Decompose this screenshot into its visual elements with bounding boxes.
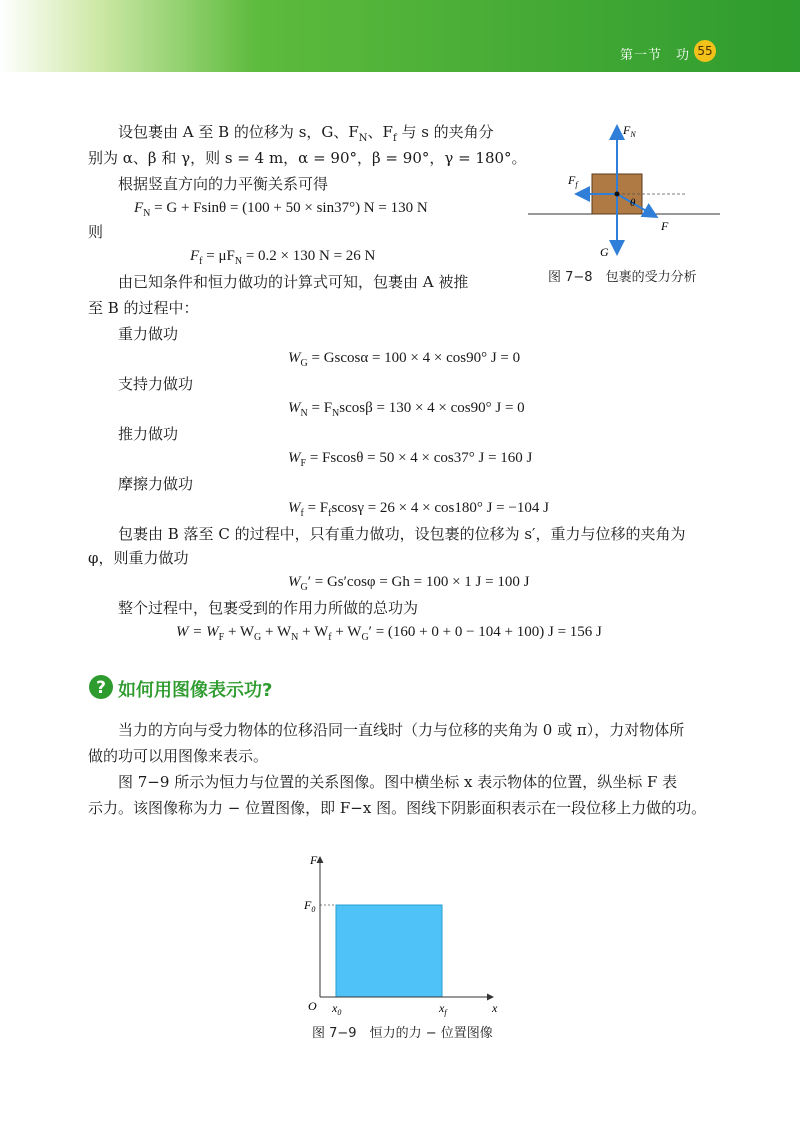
svg-text:FN: $F_N$ xyxy=(623,123,636,139)
svg-text:xf: $x_f$ xyxy=(439,1001,447,1017)
section-line-3: 图 7−9 所示为恒力与位置的关系图像。图中横坐标 x 表示物体的位置，纵坐标 F 表 xyxy=(118,773,678,791)
equation-ff: $F_f = \mu F_N = 0.2 \times 130$ N = 26 N xyxy=(190,248,376,267)
then-word: 则 xyxy=(88,223,104,241)
section-heading: 第一节 功 xyxy=(619,48,690,63)
svg-text:F: F xyxy=(661,219,669,233)
para-line-7: φ，则重力做功 xyxy=(88,549,189,567)
para-line-5: 至 B 的过程中： xyxy=(88,299,199,317)
equation-wn: $W_N = F_Nscos\beta = 130 \times 4 \times \cos 90^\circ$ J = 0 xyxy=(288,400,525,419)
question-icon xyxy=(88,674,114,700)
equation-wfr: $W_f = F_fscos\gamma = 26 \times 4 \times \cos 180^\circ$ J = −104 J xyxy=(288,500,549,519)
para-line-1: 设包裹由 A 至 B 的位移为 s，G、$F_N$、$F_f$ 与 s 的夹角分 xyxy=(118,123,494,144)
svg-text:G: G xyxy=(600,245,609,259)
push-work-label: 推力做功 xyxy=(118,425,179,443)
section-line-1: 当力的方向与受力物体的位移沿同一直线时（力与位移的夹角为 0 或 π），力对物体所 xyxy=(118,721,685,739)
section-title: 如何用图像表示功? xyxy=(118,680,273,701)
force-position-graph xyxy=(300,850,510,1020)
svg-text:x: x xyxy=(492,1001,498,1015)
friction-work-label: 摩擦力做功 xyxy=(118,475,194,493)
para-line-6: 包裹由 B 落至 C 的过程中，只有重力做功，设包裹的位移为 s′，重力与位移的夹角为 xyxy=(118,525,686,543)
svg-text:Ff: $F_f$ xyxy=(568,173,578,189)
svg-text:O: O xyxy=(308,999,317,1013)
page-number: 55 xyxy=(694,40,716,62)
svg-text:θ: θ xyxy=(630,197,636,209)
equation-total: $W = W_F + W_G + W_N + W_f + W_G' = (160 + 0 + 0 - 104 + 100) J = 156$ J xyxy=(176,624,602,643)
para-line-8: 整个过程中，包裹受到的作用力所做的总功为 xyxy=(118,599,419,617)
svg-text:F: F xyxy=(310,853,318,867)
svg-text:x0: $x_0$ xyxy=(332,1001,342,1017)
gravity-work-label: 重力做功 xyxy=(118,325,179,343)
svg-text:?: ? xyxy=(96,678,106,698)
work-area xyxy=(336,905,442,997)
section-line-2: 做的功可以用图像来表示。 xyxy=(88,747,269,765)
svg-text:F0: $F_0$ xyxy=(304,898,316,914)
figure-7-9-caption: 图 7−9 恒力的力 − 位置图像 xyxy=(312,1026,493,1041)
para-line-3: 根据竖直方向的力平衡关系可得 xyxy=(118,175,329,193)
equation-fn: $F_N = G + Fsin\theta = (100 + 50 \times \sin 37^\circ) N = 130$ N xyxy=(134,200,428,219)
para-line-2: 别为 α、β 和 γ，则 s = 4 m，α = 90°，β = 90°，γ = 180°。 xyxy=(88,149,527,167)
para-line-4: 由已知条件和恒力做功的计算式可知，包裹由 A 被推 xyxy=(118,273,469,291)
equation-wf: $W_F = Fscos\theta = 50 \times 4 \times \cos 37^\circ$ J = 160 J xyxy=(288,450,533,469)
section-line-4: 示力。该图像称为力 − 位置图像，即 F−x 图。图线下阴影面积表示在一段位移上力做的功。 xyxy=(88,799,707,817)
equation-wg2: $W_G' = Gs'\cos\varphi = Gh = 100 \times 1$ J = 100 J xyxy=(288,574,530,593)
equation-wg: $W_G = Gscos\alpha = 100 \times 4 \times \cos 90^\circ$ J = 0 xyxy=(288,350,521,369)
force-diagram xyxy=(520,118,730,268)
figure-7-8-caption: 图 7−8 包裹的受力分析 xyxy=(548,270,697,285)
normal-work-label: 支持力做功 xyxy=(118,375,194,393)
